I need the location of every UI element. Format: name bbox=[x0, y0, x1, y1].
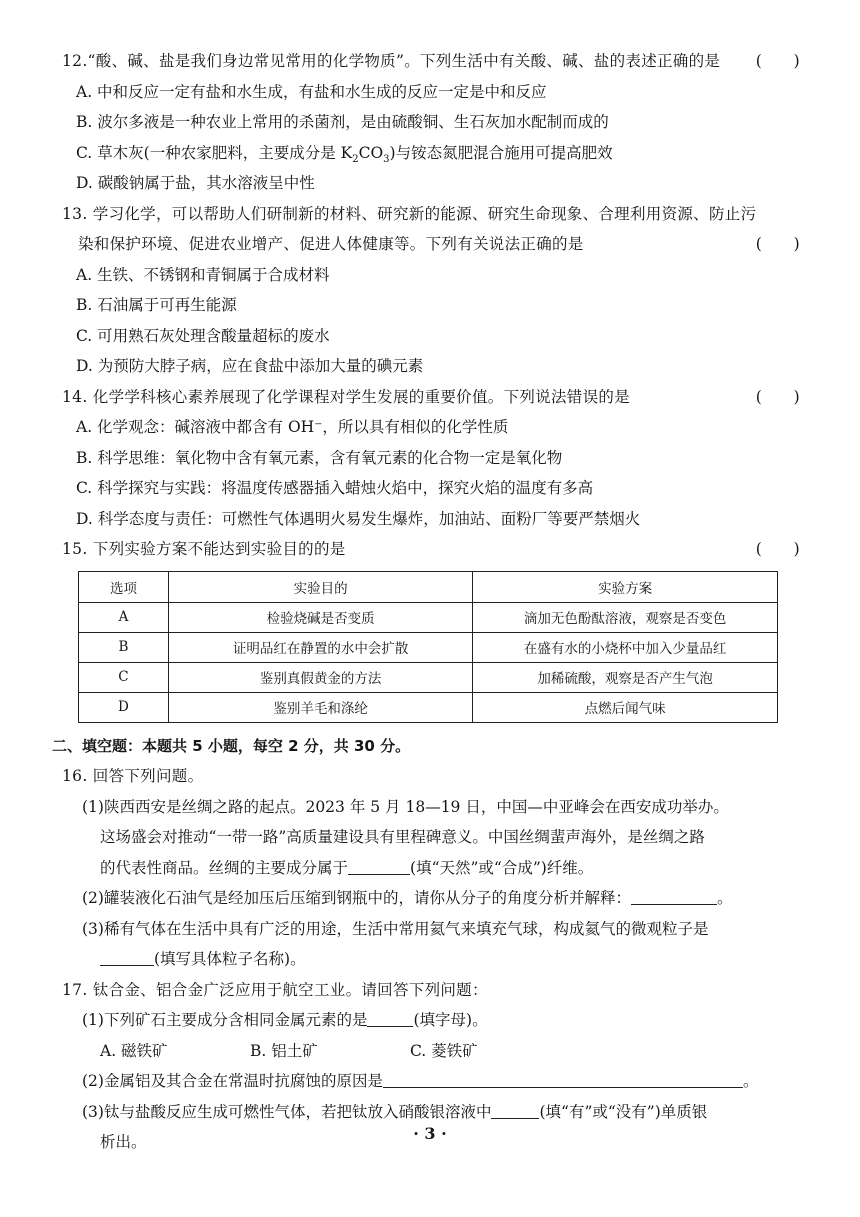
q17-part1-choices bbox=[62, 1036, 800, 1067]
q14-option-d: D. 科学态度与责任：可燃性气体遇明火易发生爆炸，加油站、面粉厂等要严禁烟火 bbox=[76, 509, 641, 528]
table-cell: 证明品红在静置的水中会扩散 bbox=[168, 632, 472, 662]
q12-answer-paren[interactable]: ( ) bbox=[755, 52, 800, 70]
table-cell: 在盛有水的小烧杯中加入少量品红 bbox=[473, 632, 778, 662]
table-cell: 鉴别羊毛和涤纶 bbox=[168, 692, 472, 722]
table-cell: 加稀硫酸，观察是否产生气泡 bbox=[473, 662, 778, 692]
q17-part1-blank[interactable] bbox=[367, 1008, 413, 1027]
table-cell: C bbox=[79, 662, 169, 692]
q16-part1-line3: 的代表性商品。丝绸的主要成分属于 (填“天然”或“合成”)纤维。 bbox=[62, 853, 800, 884]
q16-part2: (2)罐装液化石油气是经加压后压缩到钢瓶中的，请你从分子的角度分析并解释： 。 bbox=[62, 883, 800, 914]
q13-stem-line2: 染和保护环境、促进农业增产、促进人体健康等。下列有关说法正确的是 ( ) bbox=[62, 229, 800, 260]
q16-part3-line2: (填写具体粒子名称)。 bbox=[62, 944, 800, 975]
table-row bbox=[79, 692, 778, 722]
q14-option-b: B. 科学思维：氧化物中含有氧元素，含有氧元素的化合物一定是氧化物 bbox=[76, 448, 563, 467]
q13-option-d: D. 为预防大脖子病，应在食盐中添加大量的碘元素 bbox=[76, 357, 424, 375]
q17-part3-line1: (3)钛与盐酸反应生成可燃性气体，若把钛放入硝酸银溶液中 (填“有”或“没有”)单质银 bbox=[62, 1097, 800, 1128]
table-header-row bbox=[79, 571, 778, 602]
q15-answer-paren[interactable]: ( ) bbox=[755, 540, 800, 558]
q14-stem: 14. 化学学科核心素养展现了化学课程对学生发展的重要价值。下列说法错误的是 ( ) bbox=[62, 382, 800, 413]
q17-choice-b: B. 铝土矿 bbox=[250, 1041, 318, 1060]
q13-answer-paren[interactable]: ( ) bbox=[755, 235, 800, 253]
q17-part3-blank[interactable] bbox=[491, 1100, 539, 1119]
q17-choice-c: C. 菱铁矿 bbox=[410, 1041, 478, 1060]
q17-choice-a: A. 磁铁矿 bbox=[100, 1041, 168, 1060]
q17-part2-blank[interactable] bbox=[383, 1069, 743, 1088]
table-cell: 检验烧碱是否变质 bbox=[168, 602, 472, 632]
q17-part3-line2: 析出。 bbox=[100, 1133, 147, 1151]
q16-part3-blank[interactable] bbox=[100, 947, 154, 966]
q16-part3-line1: (3)稀有气体在生活中具有广泛的用途，生活中常用氦气来填充气球，构成氦气的微观粒子是 bbox=[82, 919, 709, 938]
q14-option-a: A. 化学观念：碱溶液中都含有 OH⁻，所以具有相似的化学性质 bbox=[76, 418, 509, 436]
table-cell: A bbox=[79, 602, 169, 632]
section-2-title: 二、填空题：本题共 5 小题，每空 2 分，共 30 分。 bbox=[52, 736, 411, 755]
q17-stem: 17. 钛合金、铝合金广泛应用于航空工业。请回答下列问题： bbox=[62, 980, 488, 999]
table-cell: B bbox=[79, 632, 169, 662]
q13-option-b: B. 石油属于可再生能源 bbox=[76, 296, 237, 314]
q14-option-c: C. 科学探究与实践：将温度传感器插入蜡烛火焰中，探究火焰的温度有多高 bbox=[76, 479, 594, 497]
table-cell: 点燃后闻气味 bbox=[473, 692, 778, 722]
table-header-option: 选项 bbox=[79, 571, 169, 602]
q17-part1: (1)下列矿石主要成分含相同金属元素的是 (填字母)。 bbox=[62, 1005, 800, 1036]
q16-part1-line1: (1)陕西西安是丝绸之路的起点。2023 年 5 月 18—19 日，中国—中亚峰会在西安成功举办。 bbox=[82, 797, 729, 816]
table-header-purpose: 实验目的 bbox=[168, 571, 472, 602]
table-cell: 鉴别真假黄金的方法 bbox=[168, 662, 472, 692]
table-cell: 滴加无色酚酞溶液，观察是否变色 bbox=[473, 602, 778, 632]
q15-experiment-table bbox=[78, 571, 778, 723]
q12-option-d: D. 碳酸钠属于盐，其水溶液呈中性 bbox=[76, 174, 315, 192]
table-header-plan: 实验方案 bbox=[473, 571, 778, 602]
q12-option-a: A. 中和反应一定有盐和水生成，有盐和水生成的反应一定是中和反应 bbox=[76, 82, 547, 101]
q13-stem-line1: 13. 学习化学，可以帮助人们研制新的材料、研究新的能源、研究生命现象、合理利用资源、防止污 bbox=[62, 204, 757, 223]
q12-option-b: B. 波尔多液是一种农业上常用的杀菌剂，是由硫酸铜、生石灰加水配制而成的 bbox=[76, 113, 609, 131]
q15-stem: 15. 下列实验方案不能达到实验目的的是 ( ) bbox=[62, 534, 800, 565]
table-row bbox=[79, 662, 778, 692]
q12-stem: 12.“酸、碱、盐是我们身边常见常用的化学物质”。下列生活中有关酸、碱、盐的表述正确的是 ( ) bbox=[62, 46, 800, 77]
table-row bbox=[79, 632, 778, 662]
q13-option-c: C. 可用熟石灰处理含酸量超标的废水 bbox=[76, 326, 330, 345]
q13-option-a: A. 生铁、不锈钢和青铜属于合成材料 bbox=[76, 265, 330, 284]
q14-answer-paren[interactable]: ( ) bbox=[755, 387, 800, 406]
q16-stem: 16. 回答下列问题。 bbox=[62, 767, 204, 785]
q16-part1-blank[interactable] bbox=[348, 856, 410, 875]
table-cell: D bbox=[79, 692, 169, 722]
q17-part2: (2)金属铝及其合金在常温时抗腐蚀的原因是 。 bbox=[62, 1066, 800, 1097]
q12-option-c: C. 草木灰(一种农家肥料，主要成分是 $K_2CO_3$)与铵态氮肥混合施用可提高肥效 bbox=[76, 143, 613, 165]
q16-part1-line2: 这场盛会对推动“一带一路”高质量建设具有里程碑意义。中国丝绸蜚声海外，是丝绸之路 bbox=[100, 828, 705, 846]
q16-part2-blank[interactable] bbox=[631, 886, 717, 905]
page-number: · 3 · bbox=[413, 1124, 447, 1143]
table-row bbox=[79, 602, 778, 632]
